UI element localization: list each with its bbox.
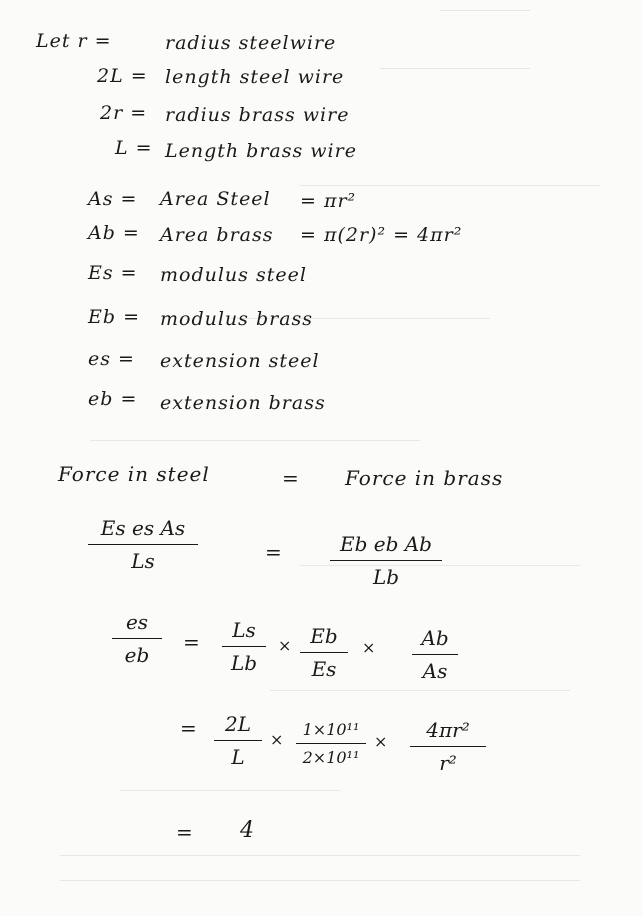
fraction-bar [296,743,366,744]
quantity-row [160,264,307,286]
definition-row [115,137,153,159]
force-balance-equals: = [282,466,300,490]
fraction-bar [300,652,348,653]
eq2-times-1: × [278,636,292,655]
eq2-term1-fraction [222,618,266,675]
show-through-line [380,68,530,69]
quantity-lhs: Eb = [88,306,140,328]
definition-row [97,65,148,87]
eq3-term3-numerator: 4πr² [426,718,470,742]
quantity-lhs: Es = [88,262,138,284]
quantity-lhs: eb = [88,388,138,410]
eq3-term1-denominator: L [231,745,245,769]
quantity-rhs: extension steel [160,350,320,372]
fraction-bar [214,740,262,741]
eq2-term3-fraction [412,626,458,683]
eq3-term1-numerator: 2L [224,712,251,736]
result-equals: = [176,820,193,844]
definition-rhs: Length brass wire [165,140,357,162]
eq2-term2-numerator: Eb [310,624,338,648]
eq1-right-fraction [330,532,442,589]
eq2-term2-denominator: Es [311,657,337,681]
quantity-row [88,188,137,210]
show-through-line [60,855,580,856]
result-value: 4 [240,818,254,843]
eq3-term2-denominator: 2×10¹¹ [302,748,360,767]
show-through-line [120,790,340,791]
definition-row [165,66,344,88]
definition-row [100,102,147,124]
definition-lhs: L = [115,137,153,159]
quantity-rhs: Area brass [160,224,274,246]
quantity-row [88,262,138,284]
definition-rhs: radius steelwire [165,32,337,54]
eq1-left-denominator: Ls [131,549,155,573]
quantity-row [160,392,326,414]
eq3-term3-fraction [410,718,486,775]
quantity-row [88,388,137,410]
eq2-term1-numerator: Ls [232,618,256,642]
definition-lhs: Let r = [36,30,112,52]
eq2-term3-numerator: Ab [421,626,449,650]
quantity-rhs: modulus steel [160,264,307,286]
definition-rhs: length steel wire [165,66,345,88]
quantity-row [300,190,356,212]
fraction-bar [412,654,458,655]
quantity-row [160,224,274,246]
force-balance-left: Force in steel [58,462,210,486]
quantity-row [88,222,140,244]
fraction-bar [410,746,486,747]
eq3-term2-fraction [296,720,366,767]
show-through-line [90,440,420,441]
quantity-lhs: es = [88,348,135,370]
eq2-term3-denominator: As [422,659,448,683]
quantity-row [88,306,140,328]
fraction-bar [222,646,266,647]
quantity-row [88,348,135,370]
eq3-times-2: × [374,732,388,751]
eq1-right-numerator: Eb eb Ab [339,532,432,556]
quantity-row [160,188,271,210]
show-through-line [300,185,600,186]
definition-row [165,140,357,162]
quantity-row [160,308,313,330]
eq3-term2-numerator: 1×10¹¹ [302,720,360,739]
definition-rhs: radius brass wire [165,104,350,126]
show-through-line [270,690,570,691]
eq3-term3-denominator: r² [439,751,457,775]
quantity-lhs: Ab = [88,222,140,244]
definition-row [165,32,336,54]
quantity-rhs: Area Steel [160,188,271,210]
quantity-row [160,350,320,372]
eq2-times-2: × [362,638,376,657]
eq2-left-fraction [112,610,162,667]
show-through-line [60,880,580,881]
eq3-term1-fraction [214,712,262,769]
eq3-times-1: × [270,730,284,749]
fraction-bar [330,560,442,561]
definition-lhs: 2L = [97,65,148,87]
eq1-right-denominator: Lb [372,565,400,589]
fraction-bar [88,544,198,545]
fraction-bar [112,638,162,639]
eq2-left-denominator: eb [124,643,150,667]
eq1-left-fraction [88,516,198,573]
eq1-left-numerator: Es es As [100,516,186,540]
eq2-term1-denominator: Lb [230,651,258,675]
definition-row [165,104,349,126]
definition-row [36,30,112,52]
eq3-equals: = [180,716,197,740]
force-balance-right: Force in brass [345,466,504,490]
quantity-extra: = πr² [300,190,357,212]
eq1-equals: = [265,540,282,564]
quantity-lhs: As = [88,188,138,210]
eq2-equals: = [183,630,200,654]
quantity-rhs: extension brass [160,392,326,414]
eq2-left-numerator: es [125,610,149,634]
eq2-term2-fraction [300,624,348,681]
quantity-extra: = π(2r)² = 4πr² [300,224,463,246]
show-through-line [440,10,530,11]
quantity-rhs: modulus brass [160,308,314,330]
quantity-row [300,224,462,246]
definition-lhs: 2r = [100,102,148,124]
